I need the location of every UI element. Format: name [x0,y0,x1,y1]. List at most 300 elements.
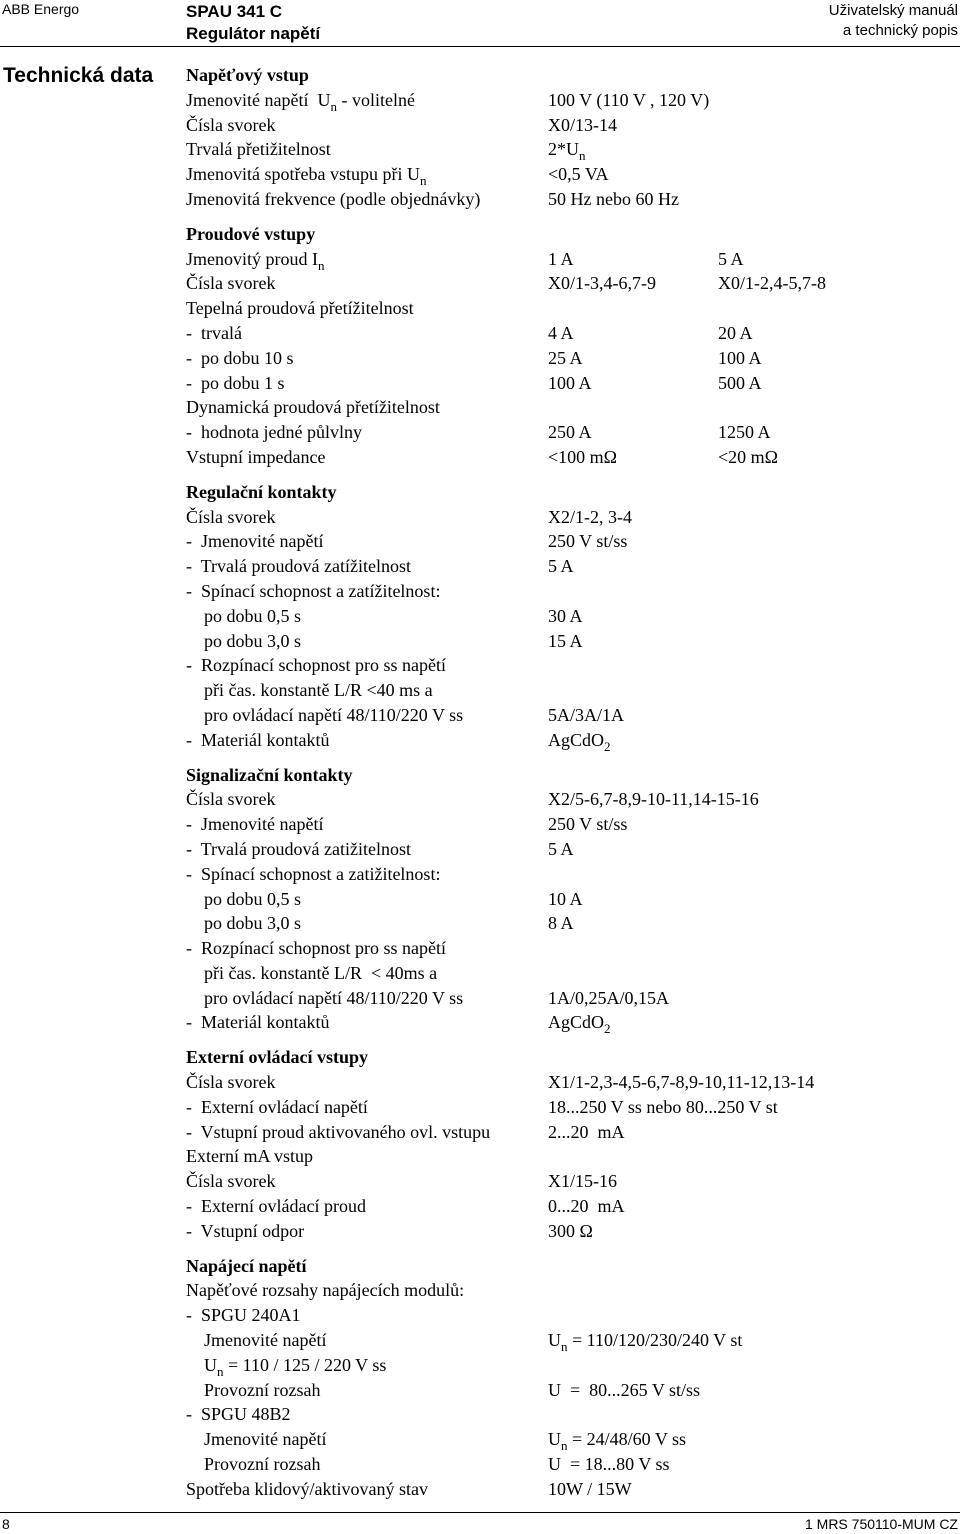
spec-value [718,137,918,162]
spec-label [186,113,548,138]
spec-value [548,1477,718,1502]
cell-text: - po dobu 1 s [186,372,285,393]
spec-value [718,420,918,445]
subscript: 2 [604,738,611,754]
cell-text: Spotřeba klidový/aktivovaný stav [186,1478,428,1499]
spec-value [718,1402,918,1427]
spec-row [186,346,956,371]
spec-value [718,1120,918,1145]
document-code: 1 MRS 750110-MUM CZ [804,1516,958,1532]
spec-label [186,887,548,912]
cell-text: Jmenovité napětí [186,1330,327,1351]
spec-row [186,1144,956,1169]
cell-text: - po dobu 10 s [186,347,294,368]
spec-label [186,1169,548,1194]
product-name: Regulátor napětí [186,24,321,43]
spec-value [548,88,718,113]
cell-text: při čas. konstantě L/R <40 ms a [186,680,433,701]
spec-value [718,1452,918,1477]
spec-value [548,1095,778,1120]
spec-label [186,986,548,1011]
subscript: n [561,1438,568,1454]
cell-text: - Rozpínací schopnost pro ss napětí [186,938,446,959]
spec-content [186,63,956,1512]
cell-text: Vstupní impedance [186,446,326,467]
group-heading: Proudové vstupy [186,223,316,244]
document-type-line1: Uživatelský manuál [828,2,958,19]
spec-label [186,936,548,961]
spec-label [186,1328,548,1353]
spec-value [718,296,918,321]
spec-row [186,271,956,296]
spec-value [718,653,918,678]
spec-group [186,1045,956,1243]
cell-text: 250 A [548,422,592,443]
spec-row [186,1278,956,1303]
spec-value [718,629,918,654]
cell-text: X2/5-6,7-8,9-10-11,14-15-16 [548,789,759,810]
group-heading: Napájecí napětí [186,1255,307,1276]
cell-text: 1250 A [718,422,771,443]
cell-text: X2/1-2, 3-4 [548,506,632,527]
spec-row [186,1010,956,1035]
cell-text: Jmenovitá spotřeba vstupu při U [186,164,420,185]
spec-row [186,579,956,604]
spec-value [548,728,718,753]
spec-row [186,837,956,862]
document-type-line2: a technický popis [842,22,958,39]
spec-value [718,271,918,296]
spec-row [186,1427,956,1452]
spec-row [186,1219,956,1244]
spec-label [186,445,548,470]
spec-row [186,936,956,961]
cell-text: Jmenovitá frekvence (podle objednávky) [186,188,481,209]
spec-value [548,1353,718,1378]
cell-text: AgCdO [548,729,605,750]
cell-text-suffix: = 24/48/60 V ss [567,1429,687,1450]
spec-value [548,1194,718,1219]
spec-value [548,445,718,470]
cell-text: - Jmenovité napětí [186,531,324,552]
spec-label [186,137,548,162]
spec-label [186,787,548,812]
spec-value [718,787,918,812]
spec-value [718,1070,918,1095]
cell-text: 30 A [548,605,583,626]
cell-text: 100 V (110 V , 120 V) [548,89,710,110]
cell-text: - Materiál kontaktů [186,729,330,750]
spec-value [548,296,718,321]
spec-value [548,113,718,138]
spec-label [186,162,548,187]
spec-label [186,1353,548,1378]
cell-text-suffix: = 110/120/230/240 V st [567,1330,743,1351]
spec-row [186,247,956,272]
cell-text: U = 18...80 V ss [548,1454,670,1475]
cell-text: po dobu 3,0 s [186,630,302,651]
cell-text: X0/13-14 [548,114,617,135]
spec-row [186,1194,956,1219]
cell-text: Čísla svorek [186,1072,276,1093]
cell-text: 1A/0,25A/0,15A [548,987,669,1008]
spec-row [186,911,956,936]
spec-label [186,420,548,445]
cell-text: 5 A [548,556,574,577]
spec-value [718,1194,918,1219]
cell-text: 25 A [548,347,583,368]
spec-value [548,1427,718,1452]
cell-text: X1/15-16 [548,1171,617,1192]
cell-text: Čísla svorek [186,789,276,810]
cell-text: Čísla svorek [186,1171,276,1192]
spec-value [548,137,718,162]
cell-text: <20 mΩ [718,446,779,467]
spec-label [186,1427,548,1452]
cell-text: <100 mΩ [548,446,618,467]
spec-value [718,579,918,604]
spec-label [186,1070,548,1095]
spec-value [718,1278,918,1303]
group-heading: Externí ovládací vstupy [186,1047,369,1068]
group-heading: Napěťový vstup [186,65,309,85]
spec-value [718,247,918,272]
spec-value [718,505,918,530]
spec-value [548,1378,718,1403]
cell-text: 15 A [548,630,583,651]
spec-row [186,1378,956,1403]
spec-value [548,1169,718,1194]
spec-value [548,812,718,837]
spec-label [186,1194,548,1219]
spec-value [548,986,718,1011]
spec-label [186,1219,548,1244]
cell-text: 18...250 V ss nebo 80...250 V st [548,1096,778,1117]
cell-text: 5 A [718,248,744,269]
spec-value [718,113,918,138]
spec-row [186,887,956,912]
spec-label [186,1303,548,1328]
spec-value [718,162,918,187]
spec-value [718,88,918,113]
spec-value [718,887,918,912]
cell-text: U [548,1429,561,1450]
cell-text: 0...20 mA [548,1196,625,1217]
spec-label [186,321,548,346]
cell-text: X1/1-2,3-4,5-6,7-8,9-10,11-12,13-14 [548,1072,815,1093]
spec-row [186,1095,956,1120]
spec-value [718,728,918,753]
spec-row [186,371,956,396]
cell-text: 10W / 15W [548,1478,632,1499]
spec-value [718,1144,918,1169]
subscript: 2 [604,1021,611,1037]
cell-text: - Externí ovládací proud [186,1196,366,1217]
spec-value [718,346,918,371]
spec-row [186,728,956,753]
spec-value [548,887,718,912]
spec-value [718,936,918,961]
spec-label [186,579,548,604]
spec-row [186,113,956,138]
cell-text: po dobu 0,5 s [186,888,302,909]
spec-value [548,1402,718,1427]
spec-value [718,703,918,728]
spec-value [548,911,718,936]
spec-value [548,420,718,445]
spec-value [548,505,718,530]
spec-label [186,1378,548,1403]
spec-row [186,1477,956,1502]
cell-text: Jmenovité napětí [186,1429,327,1450]
spec-label [186,604,548,629]
spec-row [186,296,956,321]
spec-value [718,187,918,212]
spec-label [186,1477,548,1502]
spec-value [548,703,718,728]
spec-row [186,88,956,113]
spec-value [718,1010,918,1035]
spec-value [548,271,718,296]
spec-value [548,1070,815,1095]
spec-value [718,911,918,936]
cell-text: Dynamická proudová přetížitelnost [186,397,440,418]
cell-text: Tepelná proudová přetížitelnost [186,298,414,319]
cell-text: - Vstupní proud aktivovaného ovl. vstupu [186,1121,491,1142]
spec-value [718,371,918,396]
spec-row [186,505,956,530]
spec-row [186,678,956,703]
spec-value [718,321,918,346]
cell-text: - Trvalá proudová zatížitelnost [186,556,411,577]
spec-row [186,1328,956,1353]
spec-row [186,787,956,812]
spec-label [186,395,548,420]
spec-value [548,1452,718,1477]
cell-text: 2*U [548,139,579,160]
product-title [186,1,320,45]
spec-row [186,1070,956,1095]
spec-value [548,247,718,272]
spec-value [718,604,918,629]
spec-label [186,862,548,887]
spec-value [548,653,718,678]
cell-text: při čas. konstantě L/R < 40ms a [186,962,438,983]
spec-label [186,837,548,862]
spec-value [548,604,718,629]
cell-text: pro ovládací napětí 48/110/220 V ss [186,704,464,725]
cell-text: U [548,1330,561,1351]
spec-value [548,936,718,961]
spec-row [186,961,956,986]
cell-text: U [186,1354,217,1375]
cell-text: X0/1-2,4-5,7-8 [718,273,826,294]
spec-value [718,837,918,862]
spec-label [186,271,548,296]
cell-text: - Spínací schopnost a zatižitelnost: [186,863,441,884]
cell-text: 10 A [548,888,583,909]
spec-value [548,1278,718,1303]
spec-value [548,187,718,212]
spec-value [718,1353,918,1378]
cell-text: Provozní rozsah [186,1379,321,1400]
spec-row [186,862,956,887]
spec-row [186,986,956,1011]
spec-value [718,1427,918,1452]
spec-group [186,1254,956,1502]
spec-value [718,529,918,554]
spec-row [186,604,956,629]
document-type [829,1,958,41]
spec-value [548,629,718,654]
spec-value [548,1328,743,1355]
header-divider [0,46,960,47]
spec-value [718,1169,918,1194]
cell-text: 250 V st/ss [548,814,628,835]
spec-row [186,162,956,187]
spec-row [186,420,956,445]
subscript: n [217,1363,224,1379]
cell-text: 2...20 mA [548,1121,625,1142]
spec-value [718,862,918,887]
cell-text: Externí mA vstup [186,1146,313,1167]
spec-row [186,395,956,420]
spec-label [186,296,548,321]
company-name: ABB Energo [2,1,80,17]
spec-value [718,1378,918,1403]
spec-label [186,629,548,654]
spec-label [186,961,548,986]
spec-label [186,371,548,396]
spec-row [186,703,956,728]
spec-label [186,812,548,837]
spec-value [718,1095,918,1120]
cell-text: Čísla svorek [186,114,276,135]
cell-text: Čísla svorek [186,506,276,527]
spec-value [548,862,718,887]
spec-value [548,529,718,554]
cell-text: - Spínací schopnost a zatížitelnost: [186,580,441,601]
footer-divider [0,1512,960,1513]
spec-label [186,1010,548,1035]
spec-label [186,678,548,703]
spec-label [186,554,548,579]
spec-label [186,1144,548,1169]
spec-label [186,505,548,530]
cell-text: 8 A [548,913,574,934]
group-heading: Regulační kontakty [186,481,337,502]
spec-label [186,911,548,936]
cell-text: 50 Hz nebo 60 Hz [548,188,679,209]
spec-label [186,529,548,554]
subscript: n [330,98,337,114]
cell-text: - Jmenovité napětí [186,814,324,835]
spec-row [186,812,956,837]
spec-value [718,395,918,420]
cell-text-suffix: - volitelné [336,89,415,110]
spec-value [548,579,718,604]
cell-text: 300 Ω [548,1220,593,1241]
spec-row [186,1120,956,1145]
spec-value [718,812,918,837]
spec-label [186,1120,548,1145]
spec-row [186,1353,956,1378]
spec-value [548,1303,718,1328]
spec-value [718,554,918,579]
cell-text: 1 A [548,248,574,269]
spec-value [548,1010,718,1035]
spec-row [186,1169,956,1194]
spec-row [186,137,956,162]
spec-label [186,346,548,371]
spec-value [548,371,718,396]
cell-text: Jmenovitý proud I [186,248,318,269]
spec-value [718,1219,918,1244]
cell-text: - Trvalá proudová zatižitelnost [186,838,411,859]
cell-text: 20 A [718,322,753,343]
cell-text: - Externí ovládací napětí [186,1096,368,1117]
spec-value [548,678,718,703]
spec-value [718,445,918,470]
spec-value [718,1303,918,1328]
spec-label [186,1095,548,1120]
product-code: SPAU 341 C [186,2,283,21]
cell-text: X0/1-3,4-6,7-9 [548,273,656,294]
spec-value [548,961,718,986]
cell-text: 100 A [548,372,592,393]
spec-group [186,763,956,1036]
spec-group [186,480,956,753]
cell-text: AgCdO [548,1012,605,1033]
spec-label [186,247,548,272]
cell-text: 250 V st/ss [548,531,628,552]
spec-value [548,321,718,346]
spec-label [186,88,548,113]
cell-text: - SPGU 48B2 [186,1404,291,1425]
spec-row [186,445,956,470]
spec-value [548,1144,718,1169]
spec-value [718,961,918,986]
cell-text: - Materiál kontaktů [186,1012,330,1033]
cell-text: 100 A [718,347,762,368]
spec-value [548,787,759,812]
cell-text: 5 A [548,838,574,859]
spec-value [548,162,718,187]
spec-label [186,1278,548,1303]
spec-label [186,703,548,728]
page-header [0,0,960,46]
subscript: n [318,257,325,273]
spec-label [186,187,548,212]
cell-text: - Rozpínací schopnost pro ss napětí [186,655,446,676]
group-heading: Signalizační kontakty [186,764,353,785]
cell-text: 500 A [718,372,762,393]
spec-value [548,346,718,371]
subscript: n [561,1339,568,1355]
cell-text-suffix: = 110 / 125 / 220 V ss [223,1354,387,1375]
spec-value [548,1219,718,1244]
cell-text: U = 80...265 V st/ss [548,1379,701,1400]
cell-text: 4 A [548,322,574,343]
spec-row [186,321,956,346]
page-number: 8 [2,1516,10,1532]
cell-text: - SPGU 240A1 [186,1305,301,1326]
cell-text: Napěťové rozsahy napájecích modulů: [186,1280,465,1301]
spec-group [186,63,956,212]
spec-value [718,986,918,1011]
spec-row [186,1402,956,1427]
spec-value [718,1477,918,1502]
